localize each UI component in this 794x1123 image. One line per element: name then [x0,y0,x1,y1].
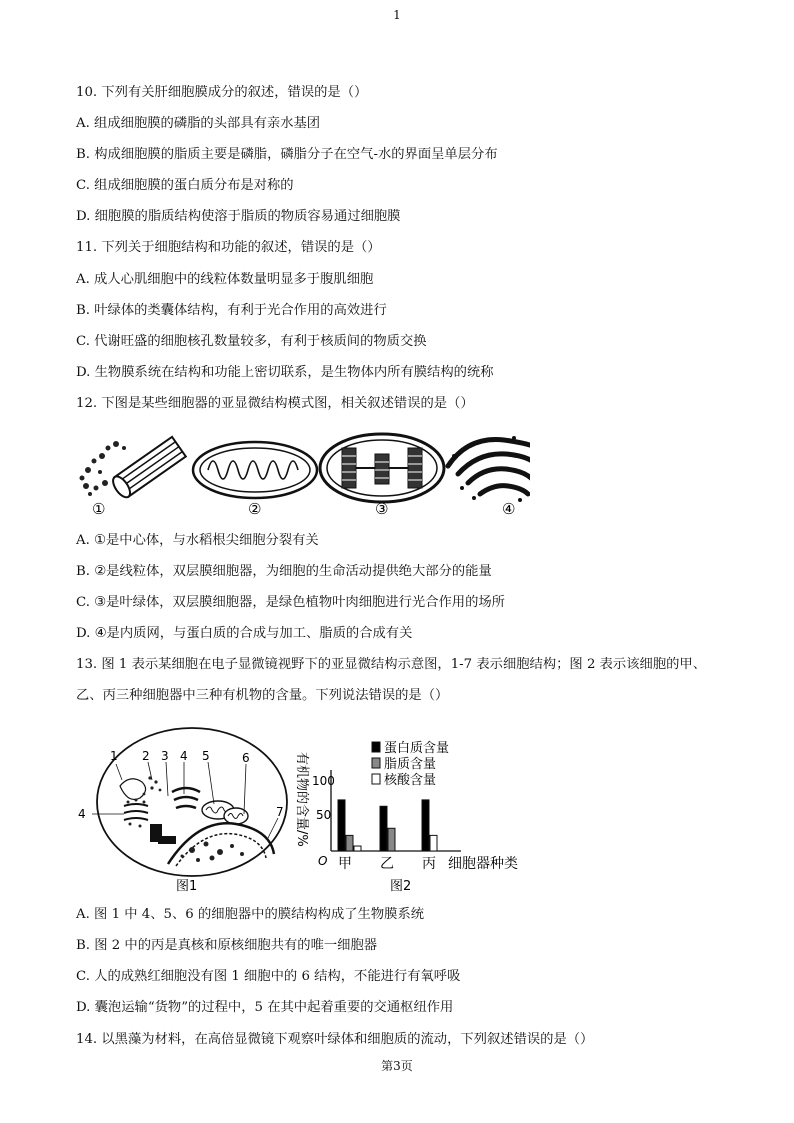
q10-option-a: A. 组成细胞膜的磷脂的头部具有亲水基团 [76,116,321,131]
figure-label-1: ① [92,500,106,518]
bar-protein-2 [422,800,429,851]
q13-option-b: B. 图 2 中的丙是真核和原核细胞共有的唯一细胞器 [76,938,378,953]
q12-option-a: A. ①是中心体，与水稻根尖细胞分裂有关 [76,533,319,548]
figure2-caption: 图2 [390,879,412,894]
cell-label-7: 7 [276,805,284,819]
q13-stem-line2: 乙、丙三种细胞器中三种有机物的含量。下列说法错误的是（） [76,688,449,703]
q12-stem: 12. 下图是某些细胞器的亚显微结构模式图，相关叙述错误的是（） [76,396,474,411]
q11-option-a: A. 成人心肌细胞中的线粒体数量明显多于腹肌细胞 [76,272,374,287]
cell-label-4-left: 4 [78,807,86,821]
q13-option-d: D. 囊泡运输“货物”的过程中，5 在其中起着重要的交通枢纽作用 [76,1000,454,1015]
chart-ylabel: 有机物的含量/% [294,752,309,847]
q10-option-c: C. 组成细胞膜的蛋白质分布是对称的 [76,178,294,193]
q10-option-b: B. 构成细胞膜的脂质主要是磷脂，磷脂分子在空气-水的界面呈单层分布 [76,147,498,162]
q13-option-a: A. 图 1 中 4、5、6 的细胞器中的膜结构构成了生物膜系统 [76,907,425,922]
chart-legend [372,741,449,788]
q11-stem: 11. 下列关于细胞结构和功能的叙述，错误的是（） [76,240,381,255]
q11-option-c: C. 代谢旺盛的细胞核孔数量较多，有利于核质间的物质交换 [76,334,427,349]
bar-lipid-0 [346,835,353,851]
figure-label-2: ② [248,500,262,518]
organelle-figure [70,428,530,518]
bar-protein-0 [338,800,345,851]
bar-nucleic-0 [354,846,361,851]
q10-stem: 10. 下列有关肝细胞膜成分的叙述，错误的是（） [76,85,368,100]
centriole-drawing [80,437,186,500]
figure-label-4: ④ [502,500,516,518]
chart-category-yi: 乙 [380,856,394,872]
cell-label-6: 6 [242,751,250,765]
q11-option-d: D. 生物膜系统在结构和功能上密切联系，是生物体内所有膜结构的统称 [76,365,494,380]
chart-origin: O [318,854,328,868]
chart-ytick-100: 100 [312,774,335,788]
q13-option-c: C. 人的成熟红细胞没有图 1 细胞中的 6 结构，不能进行有氧呼吸 [76,969,461,984]
cell-label-3: 3 [161,749,169,763]
chart-ytick-50: 50 [316,808,332,822]
q12-option-c: C. ③是叶绿体，双层膜细胞器，是绿色植物叶肉细胞进行光合作用的场所 [76,595,505,610]
q14-stem: 14. 以黑藻为材料，在高倍显微镜下观察叶绿体和细胞质的流动，下列叙述错误的是（） [76,1032,594,1047]
figure-label-3: ③ [375,500,389,518]
chart-xlabel: 细胞器种类 [448,856,518,872]
chart-category-bing: 丙 [422,856,436,872]
legend-swatch-nucleic [372,774,380,784]
bar-lipid-1 [388,828,395,851]
cell-label-5: 5 [202,749,210,763]
q12-option-b: B. ②是线粒体，双层膜细胞器，为细胞的生命活动提供绝大部分的能量 [76,564,492,579]
legend-swatch-protein [372,742,380,752]
page-footer: 第3页 [381,1059,413,1073]
q11-option-b: B. 叶绿体的类囊体结构，有利于光合作用的高效进行 [76,303,387,318]
figure1-caption: 图1 [176,879,198,894]
q10-option-d: D. 细胞膜的脂质结构使溶于脂质的物质容易通过细胞膜 [76,209,401,224]
cell-label-4-top: 4 [180,749,188,763]
q12-option-d: D. ④是内质网，与蛋白质的合成与加工、脂质的合成有关 [76,626,413,641]
legend-lipid: 脂质含量 [384,757,437,772]
organic-content-chart [286,730,536,895]
bar-protein-1 [380,806,387,851]
chloroplast-drawing [320,434,444,502]
q13-stem-line1: 13. 图 1 表示某细胞在电子显微镜视野下的亚显微结构示意图，1-7 表示细胞结构；图 2 表示该细胞的甲、 [76,657,707,672]
cell-diagram [72,720,290,895]
endoplasmic-reticulum-drawing [448,440,530,494]
legend-protein: 蛋白质含量 [384,741,450,756]
cell-label-1: 1 [110,749,118,763]
legend-nucleic: 核酸含量 [384,773,437,788]
page-number: 1 [393,8,401,22]
bar-nucleic-2 [430,835,437,851]
legend-swatch-lipid [372,758,380,768]
mitochondrion-drawing [193,442,317,498]
cell-label-2: 2 [142,749,150,763]
chart-category-jia: 甲 [338,856,352,872]
